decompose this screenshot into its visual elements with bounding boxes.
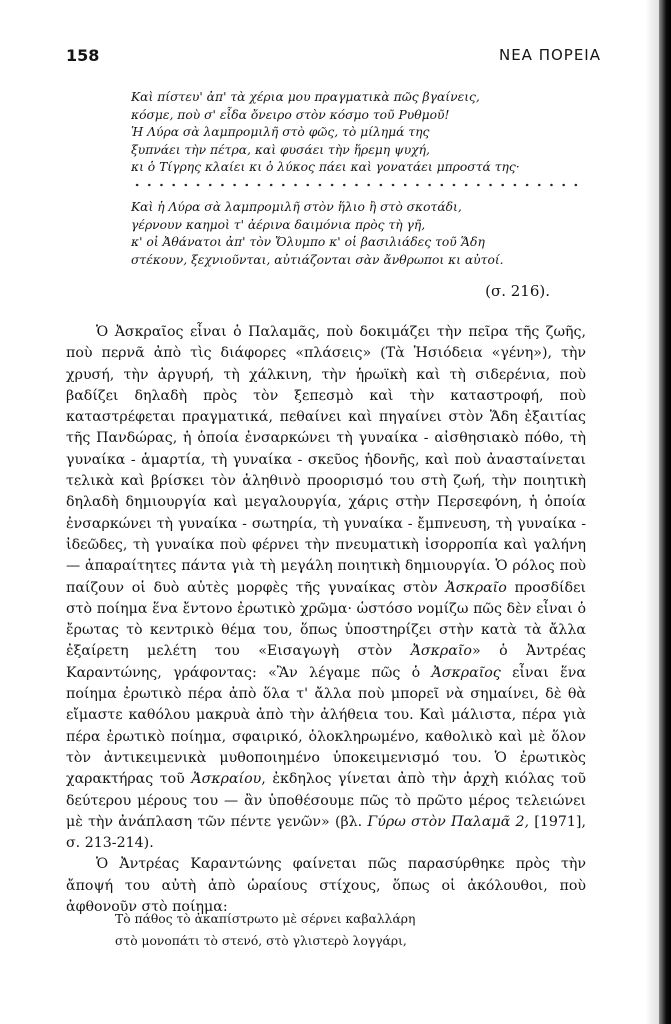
italic-title: Γύρω στὸν Παλαμᾶ 2, [367,813,530,830]
poem-line: κι ὁ Τίγρης κλαίει κι ὁ λύκος πάει καὶ γονατάει μπροστά της· [131,160,520,174]
italic-title: Ἀσκραῖο [445,579,507,596]
poem-excerpt-2 [131,199,571,269]
book-spine-edge [659,0,671,1024]
italic-title: Ἀσκραίου [191,771,262,788]
omission-dotted-line [131,181,586,189]
paragraph-text: » ὁ Ἀντρέας Καραντώνης, γράφοντας: «Ἂν λέγαμε πῶς ὁ [66,643,586,681]
poem-excerpt-1 [131,89,571,177]
poem-line: Καὶ ἡ Λύρα σὰ λαμπρομιλῆ στὸν ἥλιο ἢ στὸ σκοτάδι, [131,200,462,214]
poem-line: ξυπνάει τὴν πέτρα, καὶ φυσάει τὴν ἥρεμη ψυχή, [131,142,430,157]
body-text [66,322,586,918]
paragraph-1 [66,322,586,854]
poem-line: στέκουν, ξεχνιοῦνται, αὐτιάζονται σὰν ἄνθρωποι κι αὐτοί. [131,252,504,267]
poem-excerpt-3 [115,908,565,952]
italic-title: Ἀσκραῖος [431,664,501,681]
poem-line: στὸ μονοπάτι τὸ στενό, στὸ γλιστερὸ λογγάρι, [115,934,407,948]
paragraph-text: εἶναι ἕνα ποίημα ἐρωτικὸ πέρα ἀπὸ ὅλα τ' ἄλλα ποὺ μπορεῖ νὰ σημαίνει, δὲ θὰ εἴμαστε καθόλου μακρυὰ ἀπὸ τὴν ἀλήθεια του. Καὶ μάλιστα, πέρα γιὰ πέρα ἐρωτικὸ ποίημα, σφαιρικό, ὁλοκληρωμένο, καθολικὸ καὶ μὲ ὅλον τὸν ἀντικειμενικὰ μυθοποιημένο ὑποκειμενισμό του. Ὁ ἐρωτικὸς χαρακτήρας τοῦ [66,664,586,788]
book-gutter-shadow [645,0,659,1024]
poem-line: γέρνουν καημοὶ τ' ἀέρινα δαιμόνια πρὸς τὴ γῆ, [131,217,426,232]
paragraph-text: προσδίδει στὸ ποίημα ἕνα ἔντονο ἐρωτικὸ χρῶμα· ὡστόσο νομίζω πῶς δὲν εἶναι ὁ ἔρωτας τὸ κεντρικὸ θέμα του, ὅπως ὑποστηρίζει στὴν κατὰ τὰ ἄλλα ἐξαίρετη μελέτη του «Εισαγωγὴ στὸν [66,579,586,660]
poem-line: κ' οἱ Ἀθάνατοι ἀπ' τὸν Ὄλυμπο κ' οἱ βασιλιάδες τοῦ Ἅδη [131,235,485,249]
poem-line: Ἡ Λύρα σὰ λαμπρομιλῆ στὸ φῶς, τὸ μίλημά της [131,125,430,139]
journal-title: ΝΕΑ ΠΟΡΕΙΑ [498,46,601,64]
paragraph-text: [1971], σ. 213-214). [66,813,586,852]
paragraph-2: Ὁ Ἀντρέας Καραντώνης φαίνεται πῶς παρασύρθηκε πρὸς τὴν ἄποψή του αὐτὴ ἀπὸ ὡραίους στίχους, ὅπως οἱ ἀκόλουθοι, ποὺ ἀφθονοῦν στὸ ποίημα: [66,856,586,916]
paragraph-text: Ὁ Ἀσκραῖος εἶναι ὁ Παλαμᾶς, ποὺ δοκιμάζει τὴν πεῖρα τῆς ζωῆς, ποὺ περνᾶ ἀπὸ τὶς διάφορες «πλάσεις» (Τὰ Ἡσιόδεια «γένη»), τὴν χρυσή, τὴν ἀργυρή, τὴ χάλκινη, τὴν ἡρωϊκὴ καὶ τὴ σιδερένια, ποὺ βαδίζει δηλαδὴ πρὸς τὸν ξεπεσμὸ καὶ τὴν καταστροφή, ποὺ καταστρέφεται πραγματικά, πεθαίνει καὶ πηγαίνει στὸν Ἅδη ἐξαιτίας τῆς Πανδώρας, ἡ ὁποία ἐνσαρκώνει τὴ γυναίκα - αἰσθησιακὸ πόθο, τὴ γυναίκα - ἁμαρτία, τὴ γυναίκα - σκεῦος ἡδονῆς, καὶ ποὺ ἀνασταίνεται τελικὰ καὶ βρίσκει τὸν ἀληθινὸ προορισμό του στὴ ζωή, τὴν ποιητικὴ δηλαδὴ δημιουργία καὶ μεγαλουργία, χάρις στὴν Περσεφόνη, ἡ ὁποία ἐνσαρκώνει τὴ γυναίκα - σωτηρία, τὴ γυναίκα - ἔμπνευση, τὴ γυναίκα - ἰδεῶδες, τὴ γυναίκα ποὺ φέρνει τὴν πνευματικὴ ἰσορροπία καὶ γαλήνη — ἀπαραίτητες πάντα γιὰ τὴ μεγάλη ποιητικὴ δημιουργία. Ὁ ρόλος ποὺ παίζουν οἱ δυὸ αὐτὲς μορφὲς τῆς γυναίκας στὸν [66,324,586,596]
poem-line: κόσμε, ποὺ σ' εἶδα ὄνειρο στὸν κόσμο τοῦ Ρυθμοῦ! [131,107,450,122]
paragraph-text: , ἐκδηλος γίνεται ἀπὸ τὴν ἀρχὴ κιόλας τοῦ δεύτερου μέρους του — ἂν ὑποθέσουμε πῶς τὸ πρῶτο μέρος τελειώνει μὲ τὴν ἀνάπλαση τῶν πέντε γενῶν» (βλ. [66,771,586,830]
poem-line: Καὶ πίστευ' ἀπ' τὰ χέρια μου πραγματικὰ πῶς βγαίνεις, [131,90,480,104]
poem-line: Τὸ πάθος τὸ ἀκαπίστρωτο μὲ σέρνει καβαλλάρη [115,912,416,926]
page-number: 158 [66,46,100,65]
italic-title: Ἀσκραῖο [410,643,472,660]
page-header [66,46,601,70]
citation-reference: (σ. 216). [485,282,550,300]
